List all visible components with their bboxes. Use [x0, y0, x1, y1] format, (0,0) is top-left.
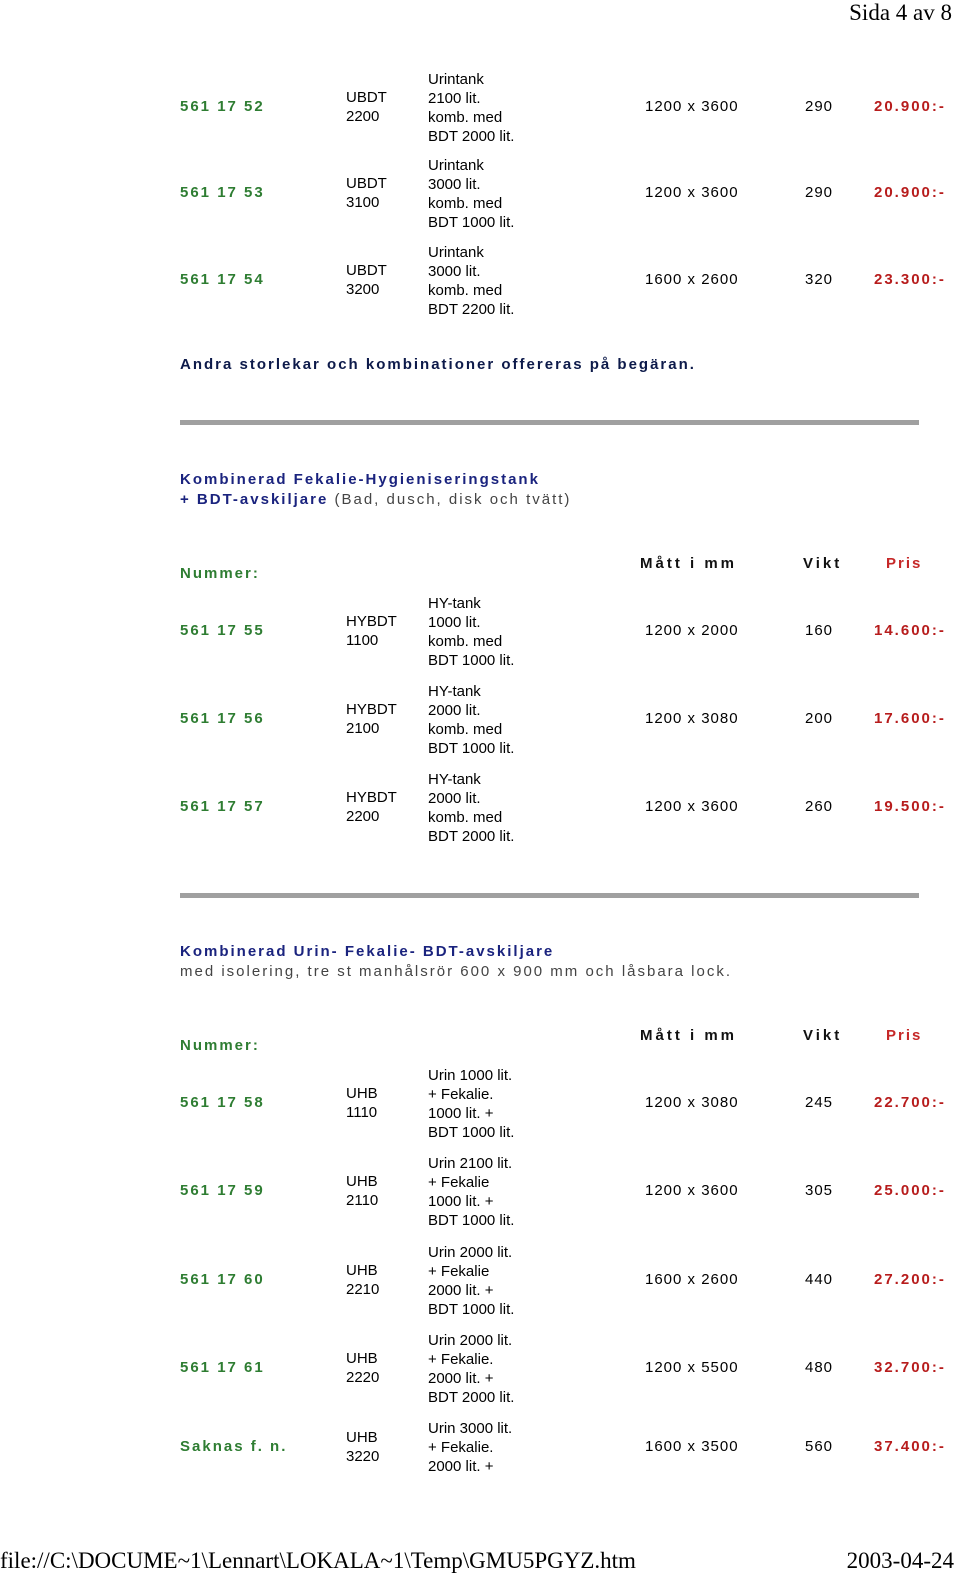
price: 25.000:-	[874, 1182, 946, 1199]
tank-description	[428, 682, 514, 758]
dimensions: 1600 x 3500	[645, 1437, 739, 1455]
description-line: Urin 1000 lit.	[428, 1067, 513, 1084]
tank-description	[428, 770, 514, 846]
description-line: Urintank	[428, 157, 484, 174]
tank-description	[428, 70, 514, 146]
model-code	[346, 88, 387, 126]
price: 27.200:-	[874, 1271, 946, 1288]
description-line: + Fekalie.	[428, 1439, 494, 1456]
model-code-line: UHB	[346, 1350, 378, 1367]
col-header-number: Nummer:	[180, 565, 260, 582]
weight: 320	[805, 271, 834, 288]
description-line: 2000 lit.	[428, 702, 481, 719]
table-row	[0, 594, 960, 682]
tank-description	[428, 156, 514, 232]
model-code	[346, 1428, 379, 1466]
model-code	[346, 1084, 378, 1122]
description-line: BDT 2000 lit.	[428, 1389, 515, 1406]
weight: 305	[805, 1182, 834, 1199]
tank-description	[428, 594, 514, 670]
description-line: Urintank	[428, 244, 484, 261]
article-number: 561 17 58	[180, 1094, 265, 1111]
price: 20.900:-	[874, 184, 946, 201]
price: 17.600:-	[874, 710, 946, 727]
description-line: + Fekalie	[428, 1263, 490, 1280]
column-header-row	[0, 555, 960, 582]
description-line: BDT 1000 lit.	[428, 1212, 515, 1229]
dimensions: 1200 x 2000	[645, 622, 739, 639]
weight: 200	[805, 710, 834, 727]
price: 19.500:-	[874, 798, 946, 815]
description-line: komb. med	[428, 195, 503, 212]
article-number: 561 17 61	[180, 1359, 265, 1376]
table-row	[0, 243, 960, 331]
description-line: BDT 2000 lit.	[428, 828, 515, 845]
dimensions: 1200 x 5500	[645, 1359, 739, 1376]
description-line: Urintank	[428, 71, 484, 88]
model-code-line: UHB	[346, 1262, 378, 1279]
model-code-line: UBDT	[346, 262, 387, 279]
model-code-line: 1110	[346, 1104, 378, 1121]
model-code-line: HYBDT	[346, 789, 397, 806]
page-number-label: Sida 4 av 8	[849, 0, 952, 25]
article-number: 561 17 55	[180, 622, 265, 639]
model-code	[346, 612, 397, 650]
model-code-line: UBDT	[346, 89, 387, 106]
section-divider	[180, 893, 919, 898]
description-line: BDT 2200 lit.	[428, 301, 515, 318]
description-line: HY-tank	[428, 771, 481, 788]
article-number: 561 17 59	[180, 1182, 265, 1199]
description-line: komb. med	[428, 282, 503, 299]
col-header-price: Pris	[886, 1027, 923, 1044]
dimensions: 1200 x 3600	[645, 1182, 739, 1199]
description-line: BDT 1000 lit.	[428, 1301, 515, 1318]
description-line: BDT 1000 lit.	[428, 652, 515, 669]
description-line: 2000 lit. +	[428, 1282, 494, 1299]
model-code-line: 3100	[346, 194, 380, 211]
article-number: 561 17 54	[180, 271, 265, 288]
description-line: HY-tank	[428, 683, 481, 700]
dimensions: 1600 x 2600	[645, 1271, 739, 1288]
description-line: Urin 3000 lit.	[428, 1420, 513, 1437]
model-code-line: 3200	[346, 281, 380, 298]
tank-description	[428, 1419, 512, 1476]
article-number: Saknas f. n.	[180, 1437, 288, 1455]
model-code-line: 2200	[346, 108, 380, 125]
description-line: 1000 lit. +	[428, 1105, 494, 1122]
model-code	[346, 1349, 379, 1387]
section-title-line1: Kombinerad Urin- Fekalie- BDT-avskiljare	[180, 943, 555, 960]
section-title-line2: med isolering, tre st manhålsrör 600 x 900 mm och låsbara lock.	[180, 963, 733, 980]
section-title-hygiene	[180, 470, 571, 510]
description-line: komb. med	[428, 809, 503, 826]
table-row	[0, 1154, 960, 1242]
footer-file-path: file://C:\DOCUME~1\Lennart\LOKALA~1\Temp\GMU5PGYZ.htm	[0, 1548, 636, 1573]
article-number: 561 17 52	[180, 98, 265, 115]
description-line: + Fekalie.	[428, 1351, 494, 1368]
description-line: BDT 1000 lit.	[428, 1124, 515, 1141]
description-line: BDT 1000 lit.	[428, 740, 515, 757]
description-line: + Fekalie.	[428, 1086, 494, 1103]
model-code	[346, 700, 397, 738]
price: 22.700:-	[874, 1094, 946, 1111]
description-line: Urin 2100 lit.	[428, 1155, 513, 1172]
model-code-line: HYBDT	[346, 613, 397, 630]
column-header-row	[0, 1027, 960, 1054]
model-code	[346, 1172, 378, 1210]
weight: 245	[805, 1094, 834, 1111]
model-code-line: UHB	[346, 1173, 378, 1190]
weight: 160	[805, 622, 834, 639]
description-line: 2000 lit.	[428, 790, 481, 807]
description-line: HY-tank	[428, 595, 481, 612]
table-row	[0, 770, 960, 858]
price: 32.700:-	[874, 1359, 946, 1376]
model-code	[346, 174, 387, 212]
col-header-number: Nummer:	[180, 1037, 260, 1054]
table-row	[0, 1331, 960, 1419]
description-line: komb. med	[428, 633, 503, 650]
weight: 440	[805, 1271, 834, 1288]
price: 14.600:-	[874, 622, 946, 639]
model-code-line: 2110	[346, 1192, 379, 1209]
model-code	[346, 788, 397, 826]
table-row	[0, 1066, 960, 1154]
table-row	[0, 1419, 960, 1507]
weight: 560	[805, 1437, 834, 1455]
description-line: 3000 lit.	[428, 263, 481, 280]
col-header-weight: Vikt	[803, 1027, 843, 1044]
price: 20.900:-	[874, 98, 946, 115]
table-row	[0, 156, 960, 244]
table-row	[0, 682, 960, 770]
col-header-price: Pris	[886, 555, 923, 572]
description-line: BDT 1000 lit.	[428, 214, 515, 231]
model-code	[346, 261, 387, 299]
description-line: komb. med	[428, 109, 503, 126]
section-title-line2-rest: (Bad, dusch, disk och tvätt)	[328, 491, 572, 508]
description-line: komb. med	[428, 721, 503, 738]
tank-description	[428, 243, 514, 319]
dimensions: 1200 x 3080	[645, 710, 739, 727]
table-row	[0, 70, 960, 158]
table-row	[0, 1243, 960, 1331]
description-line: 2000 lit. +	[428, 1370, 494, 1387]
weight: 290	[805, 98, 834, 115]
offer-note: Andra storlekar och kombinationer offereras på begäran.	[180, 356, 696, 373]
model-code-line: UHB	[346, 1428, 378, 1446]
model-code-line: 2220	[346, 1369, 380, 1386]
dimensions: 1200 x 3600	[645, 798, 739, 815]
model-code-line: 1100	[346, 632, 379, 649]
weight: 480	[805, 1359, 834, 1376]
description-line: Urin 2000 lit.	[428, 1332, 513, 1349]
model-code	[346, 1261, 379, 1299]
article-number: 561 17 56	[180, 710, 265, 727]
description-line: BDT 2000 lit.	[428, 128, 515, 145]
dimensions: 1200 x 3600	[645, 98, 739, 115]
description-line: 3000 lit.	[428, 176, 481, 193]
model-code-line: 2210	[346, 1281, 380, 1298]
model-code-line: 2100	[346, 720, 380, 737]
col-header-dimensions: Mått i mm	[640, 1027, 738, 1044]
dimensions: 1600 x 2600	[645, 271, 739, 288]
model-code-line: 2200	[346, 808, 380, 825]
col-header-weight: Vikt	[803, 555, 843, 572]
article-number: 561 17 60	[180, 1271, 265, 1288]
col-header-dimensions: Mått i mm	[640, 555, 738, 572]
price: 37.400:-	[874, 1437, 946, 1455]
weight: 290	[805, 184, 834, 201]
tank-description	[428, 1243, 514, 1319]
model-code-line: UHB	[346, 1085, 378, 1102]
model-code-line: HYBDT	[346, 701, 397, 718]
section-title-urin	[180, 942, 732, 982]
weight: 260	[805, 798, 834, 815]
section-title-line1: Kombinerad Fekalie-Hygieniseringstank	[180, 471, 540, 488]
section-title-line2-bold: + BDT-avskiljare	[180, 491, 329, 508]
description-line: 2100 lit.	[428, 90, 481, 107]
dimensions: 1200 x 3600	[645, 184, 739, 201]
description-line: 2000 lit. +	[428, 1458, 494, 1475]
model-code-line: UBDT	[346, 175, 387, 192]
section-divider	[180, 420, 919, 425]
article-number: 561 17 53	[180, 184, 265, 201]
footer-date: 2003-04-24	[846, 1548, 954, 1573]
dimensions: 1200 x 3080	[645, 1094, 739, 1111]
article-number: 561 17 57	[180, 798, 265, 815]
description-line: Urin 2000 lit.	[428, 1244, 513, 1261]
description-line: 1000 lit. +	[428, 1193, 494, 1210]
tank-description	[428, 1066, 514, 1142]
tank-description	[428, 1154, 514, 1230]
tank-description	[428, 1331, 514, 1407]
description-line: + Fekalie	[428, 1174, 490, 1191]
model-code-line: 3220	[346, 1447, 380, 1465]
description-line: 1000 lit.	[428, 614, 481, 631]
price: 23.300:-	[874, 271, 946, 288]
